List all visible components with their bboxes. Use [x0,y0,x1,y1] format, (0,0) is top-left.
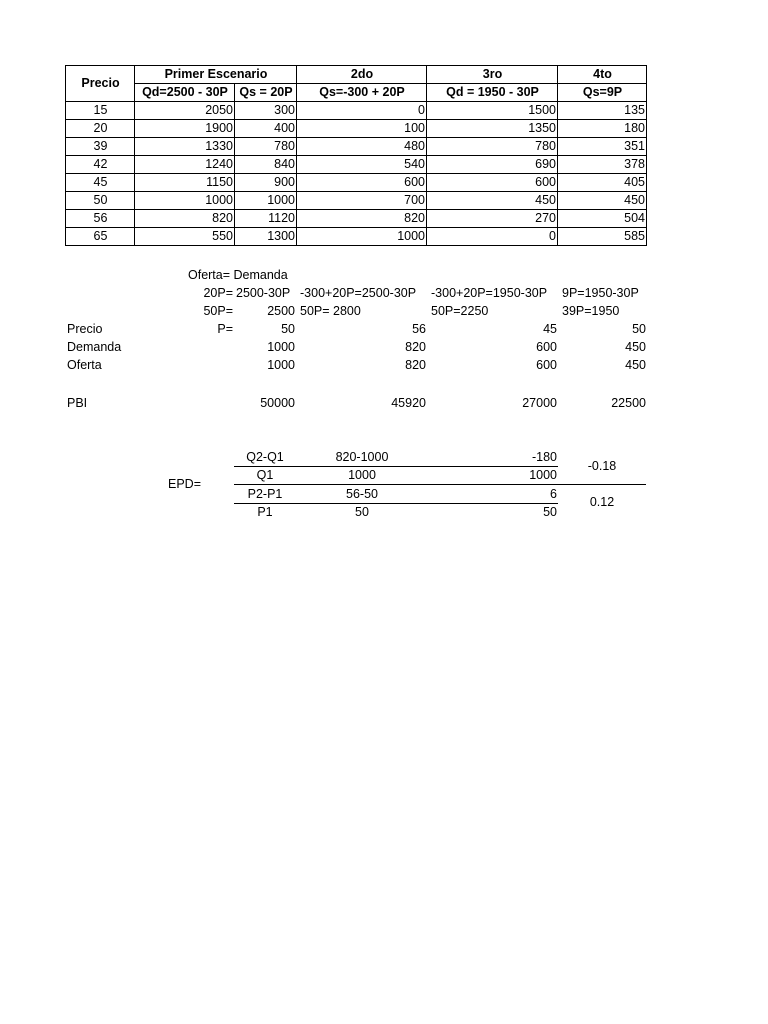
demanda-value: 1000 [267,340,295,354]
precio-cell: 39 [66,138,135,156]
epd-p-num-label: P2-P1 [247,487,283,501]
precio-value: 50 [632,322,646,336]
subheader-qs4: Qs=9P [558,84,647,102]
scenario-table [65,65,647,246]
epd-q-den-value: 1000 [529,468,557,482]
subheader-qs1: Qs = 20P [235,84,297,102]
value-cell: 2050 [135,102,235,120]
value-cell: 1000 [135,192,235,210]
value-cell: 450 [427,192,558,210]
value-cell: 100 [297,120,427,138]
table-body [66,102,647,246]
eq-col2: -300+20P=2500-30P [300,286,417,300]
solve-col1: 2500 [267,304,295,318]
precio-cell: 45 [66,174,135,192]
value-cell: 690 [427,156,558,174]
value-cell: 1000 [235,192,297,210]
table-row [66,174,647,192]
demanda-label: Demanda [67,340,122,354]
precio-header: Precio [66,66,135,102]
value-cell: 840 [235,156,297,174]
eq-col3: -300+20P=1950-30P [431,286,548,300]
value-cell: 1900 [135,120,235,138]
solve-col3: 50P=2250 [431,304,489,318]
precio-cell: 65 [66,228,135,246]
pbi-value: 45920 [391,396,426,410]
value-cell: 0 [297,102,427,120]
value-cell: 900 [235,174,297,192]
precio-value: 45 [543,322,557,336]
subheader-qd1: Qd=2500 - 30P [135,84,235,102]
epd-label: EPD= [168,477,202,491]
subheader-qs2: Qs=-300 + 20P [297,84,427,102]
header-2do: 2do [297,66,427,84]
table-row [66,192,647,210]
table-row [66,210,647,228]
value-cell: 600 [427,174,558,192]
epd-q-num-value: -180 [531,450,557,464]
eq-col4: 9P=1950-30P [562,286,639,300]
value-cell: 1120 [235,210,297,228]
pbi-value: 27000 [522,396,557,410]
table-row [66,156,647,174]
solve-prefix: 50P= [203,304,233,318]
oferta-demanda-title: Oferta= Demanda [188,268,288,282]
value-cell: 820 [135,210,235,228]
epd-p-den-expr: 50 [355,505,369,519]
epd-q-ratio: -0.18 [587,459,617,473]
demanda-value: 600 [536,340,557,354]
solve-col4: 39P=1950 [562,304,620,318]
value-cell: 1500 [427,102,558,120]
epd-q-den-label: Q1 [256,468,274,482]
oferta-value: 450 [625,358,646,372]
header-primer-escenario: Primer Escenario [135,66,297,84]
header-3ro: 3ro [427,66,558,84]
epd-q-den-expr: 1000 [348,468,376,482]
value-cell: 550 [135,228,235,246]
precio-prefix: P= [217,322,233,336]
value-cell: 450 [558,192,647,210]
value-cell: 270 [427,210,558,228]
epd-q-num-label: Q2-Q1 [246,450,284,464]
precio-label: Precio [67,322,103,336]
eq-col1: 2500-30P [236,286,291,300]
oferta-value: 600 [536,358,557,372]
header-4to: 4to [558,66,647,84]
demanda-value: 450 [625,340,646,354]
precio-value: 56 [412,322,426,336]
precio-cell: 50 [66,192,135,210]
pbi-label: PBI [67,396,88,410]
value-cell: 1000 [297,228,427,246]
table-row [66,120,647,138]
value-cell: 1240 [135,156,235,174]
precio-cell: 42 [66,156,135,174]
subheader-qd3: Qd = 1950 - 30P [427,84,558,102]
demanda-value: 820 [405,340,426,354]
epd-p-num-expr: 56-50 [346,487,378,501]
epd-q-num-expr: 820-1000 [335,450,389,464]
value-cell: 405 [558,174,647,192]
oferta-value: 1000 [267,358,295,372]
value-cell: 540 [297,156,427,174]
value-cell: 1330 [135,138,235,156]
table-row [66,228,647,246]
precio-cell: 20 [66,120,135,138]
value-cell: 820 [297,210,427,228]
value-cell: 1350 [427,120,558,138]
value-cell: 135 [558,102,647,120]
solve-col2: 50P= 2800 [300,304,361,318]
value-cell: 780 [427,138,558,156]
value-cell: 504 [558,210,647,228]
value-cell: 780 [235,138,297,156]
table-row [66,138,647,156]
value-cell: 585 [558,228,647,246]
table-row [66,102,647,120]
precio-value: 50 [281,322,295,336]
value-cell: 351 [558,138,647,156]
pbi-value: 50000 [260,396,295,410]
epd-p-den-label: P1 [257,505,273,519]
pbi-value: 22500 [611,396,646,410]
oferta-label: Oferta [67,358,102,372]
value-cell: 180 [558,120,647,138]
value-cell: 1300 [235,228,297,246]
value-cell: 480 [297,138,427,156]
epd-p-num-value: 6 [550,487,557,501]
oferta-value: 820 [405,358,426,372]
value-cell: 700 [297,192,427,210]
eq-prefix: 20P= [203,286,233,300]
value-cell: 378 [558,156,647,174]
value-cell: 300 [235,102,297,120]
value-cell: 1150 [135,174,235,192]
value-cell: 400 [235,120,297,138]
value-cell: 0 [427,228,558,246]
value-cell: 600 [297,174,427,192]
table-subheader-row [66,84,647,102]
epd-p-ratio: 0.12 [589,495,615,509]
precio-cell: 15 [66,102,135,120]
table-header-row [66,66,647,84]
epd-p-den-value: 50 [543,505,557,519]
precio-cell: 56 [66,210,135,228]
